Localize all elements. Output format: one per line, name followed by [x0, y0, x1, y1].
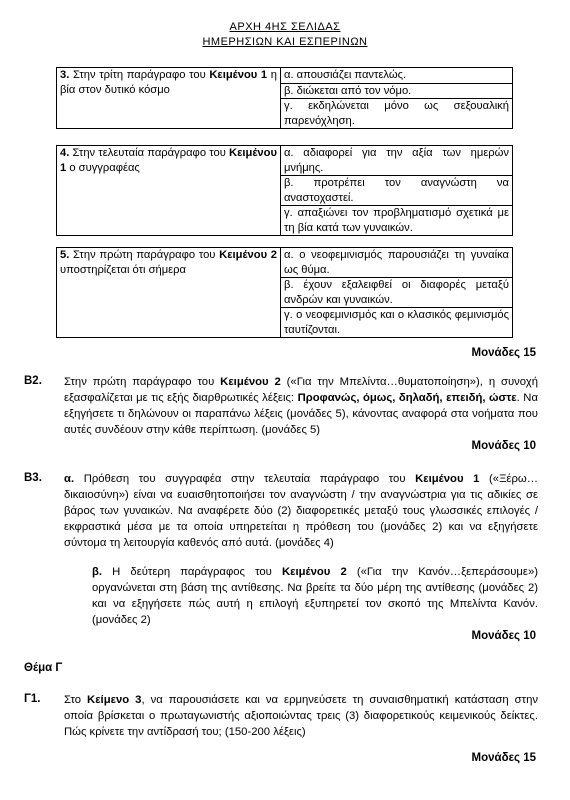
monades-score: Μονάδες 10: [471, 630, 536, 642]
question-3-table: [56, 67, 513, 129]
question-3-option-b: β. διώκεται από τον νόμο.: [280, 83, 512, 99]
question-5-option-a: α. ο νεοφεμινισμός παρουσιάζει τη γυναίκα ως θύμα.: [281, 248, 513, 278]
question-b3-part-a: α. Πρόθεση του συγγραφέα στην τελευταία παράγραφο του Κειμένου 1 («Ξέρω… δικαιοσύνη») είναι να ευαισθητοποιήσει τον αναγνώστη / την αναγνώστρια για τις αδικίες σε βάρος των γυναικών. Να αναφέρετε δύο (2) διαφορετικές μεταξύ τους γλωσσικές επιλογές / εκφραστικά μέσα με τα οποία υπηρετείται η πρόθεση του (μονάδες 2) και να εξηγήσετε σύντομα τη λειτουργία καθενός από αυτά. (μονάδες 4): [64, 473, 538, 549]
page-header-line2: ΗΜΕΡΗΣΙΩΝ ΚΑΙ ΕΣΠΕΡΙΝΩΝ: [202, 36, 368, 48]
question-b3-label: Β3.: [24, 472, 42, 484]
question-3-stem: 3. Στην τρίτη παράγραφο του Κειμένου 1 η βία στον δυτικό κόσμο: [57, 68, 281, 129]
question-b2-label: Β2.: [24, 375, 42, 387]
monades-score: Μονάδες 10: [471, 440, 536, 452]
monades-score: Μονάδες 15: [471, 752, 536, 764]
question-5-stem: 5. Στην πρώτη παράγραφο του Κειμένου 2 υποστηρίζεται ότι σήμερα: [57, 248, 281, 338]
question-4-option-b: β. προτρέπει τον αναγνώστη να αναστοχαστεί.: [280, 176, 512, 206]
question-g1-text: Στο Κείμενο 3, να παρουσιάσετε και να ερμηνεύσετε τη συναισθηματική κατάσταση στην οποία βρίσκεται ο πρωταγωνιστής αξιοποιώντας τρεις (3) διαφορετικούς κειμενικούς δείκτες. Πώς κρίνετε την αντίδρασή του; (150-200 λέξεις): [64, 694, 538, 738]
question-3-option-a: α. απουσιάζει παντελώς.: [280, 68, 512, 84]
question-4-option-a: α. αδιαφορεί για την αξία των ημερών μνήμης.: [280, 146, 512, 176]
question-b3-part-b: β. Η δεύτερη παράγραφος του Κειμένου 2 («Για την Κανόν…ξεπεράσουμε») οργανώνεται στη βάση της αντίθεσης. Να βρείτε τα δύο μέρη της αντίθεσης (μονάδες 2) και να εξηγήσετε πώς αυτή η επιλογή εξυπηρετεί τον σκοπό της Μπελίντα Κανόν. (μονάδες 2): [92, 566, 538, 626]
question-b2-text: Στην πρώτη παράγραφο του Κειμένου 2 («Για την Μπελίντα…θυματοποίηση»), η συνοχή εξασφαλίζεται με τις εξής διαρθρωτικές λέξεις: Προφανώς, όμως, δηλαδή, επειδή, ώστε. Να εξηγήσετε τι δηλώνουν οι παραπάνω λέξεις (μονάδες 5), κάνοντας αναφορά στα νοήματα που αυτές συνδέουν στην κάθε περίπτωση. (μονάδες 5): [64, 376, 538, 436]
question-5-option-c: γ. ο νεοφεμινισμός και ο κλασικός φεμινισμός ταυτίζονται.: [281, 308, 513, 338]
monades-score: Μονάδες 15: [471, 347, 536, 359]
question-5-option-b: β. έχουν εξαλειφθεί οι διαφορές μεταξύ ανδρών και γυναικών.: [281, 278, 513, 308]
section-title: Θέμα Γ: [24, 662, 63, 674]
question-g1-label: Γ1.: [24, 693, 41, 705]
question-4-table: [56, 145, 513, 236]
question-4-stem: 4. Στην τελευταία παράγραφο του Κειμένου 1 ο συγγραφέας: [57, 146, 281, 236]
question-5-table: [56, 247, 513, 338]
page-header-line1: ΑΡΧΗ 4ΗΣ ΣΕΛΙΔΑΣ: [229, 21, 341, 33]
question-4-option-c: γ. απαξιώνει τον προβληματισμό σχετικά με τη βία κατά των γυναικών.: [280, 206, 512, 236]
question-3-option-c: γ. εκδηλώνεται μόνο ως σεξουαλική παρενόχληση.: [280, 99, 512, 129]
